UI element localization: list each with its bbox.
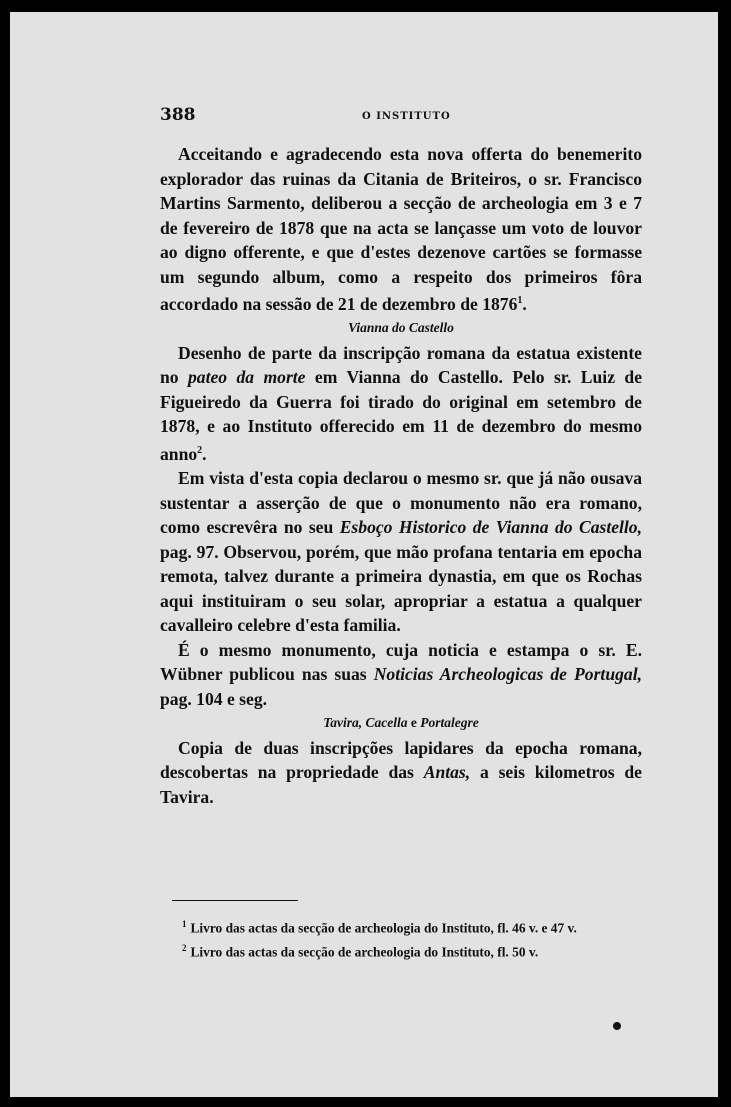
- page-number: 388: [160, 105, 196, 125]
- footnote-1: $^1$ Livro das actas da secção de archeologia do Instituto, fl. 46 v. e 47 v.: [182, 919, 577, 936]
- footnote-2: $^2$ Livro das actas da secção de archeologia do Instituto, fl. 50 v.: [182, 943, 539, 960]
- paragraph-4: É o mesmo monumento, cuja noticia e estampa o sr. E. Wübner publicou nas suas Noticias Archeologicas de Portugal, pag. 104 e seg.: [160, 639, 642, 709]
- footnote-divider: [172, 900, 298, 901]
- body-text: [160, 142, 642, 809]
- section-title-vianna: Vianna do Castello: [348, 320, 454, 336]
- paragraph-5: Copia de duas inscripções lapidares da epocha romana, descobertas na propriedade das Antas, a seis kilometros de Tavira.: [160, 737, 642, 807]
- footnote-ref-1[interactable]: 1: [517, 295, 523, 306]
- paragraph-2: Desenho de parte da inscripção romana da estatua existente no pateo da morte em Vianna do Castello. Pelo sr. Luiz de Figueiredo da Guerra foi tirado do original em setembro de 1878, e ao Instituto offerecido em 11 de dezembro do mesmo anno$^2$.: [160, 342, 642, 464]
- ink-dot: [613, 1022, 621, 1030]
- footnote-ref-2[interactable]: 2: [197, 444, 203, 456]
- running-head: O INSTITUTO: [362, 111, 451, 122]
- paragraph-1: Acceitando e agradecendo esta nova offerta do benemerito explorador das ruinas da Citania de Briteiros, o sr. Francisco Martins Sarmento, deliberou a secção de archeologia em 3 e 7 de fevereiro de 1878 que na acta se lançasse um voto de louvor ao digno offerente, e que d'estes dezenove cartões se formasse um segundo album, como a respeito dos primeiros fôra accordado na sessão de 21 de dezembro de 1876$^1$.: [160, 144, 642, 314]
- section-title-tavira: Tavira, Cacella e Portalegre: [323, 715, 479, 731]
- book-page: [10, 12, 718, 1097]
- footnotes: [160, 914, 642, 963]
- paragraph-3: Em vista d'esta copia declarou o mesmo sr. que já não ousava sustentar a asserção de que o monumento não era romano, como escrevêra no seu Esboço Historico de Vianna do Castello, pag. 97. Observou, porém, que mão profana tentaria em epocha remota, talvez durante a primeira dynastia, em que os Rochas aqui instituiram o seu solar, apropriar a estatua a qualquer cavalleiro celebre d'esta familia.: [160, 468, 643, 636]
- page-header: [160, 105, 640, 129]
